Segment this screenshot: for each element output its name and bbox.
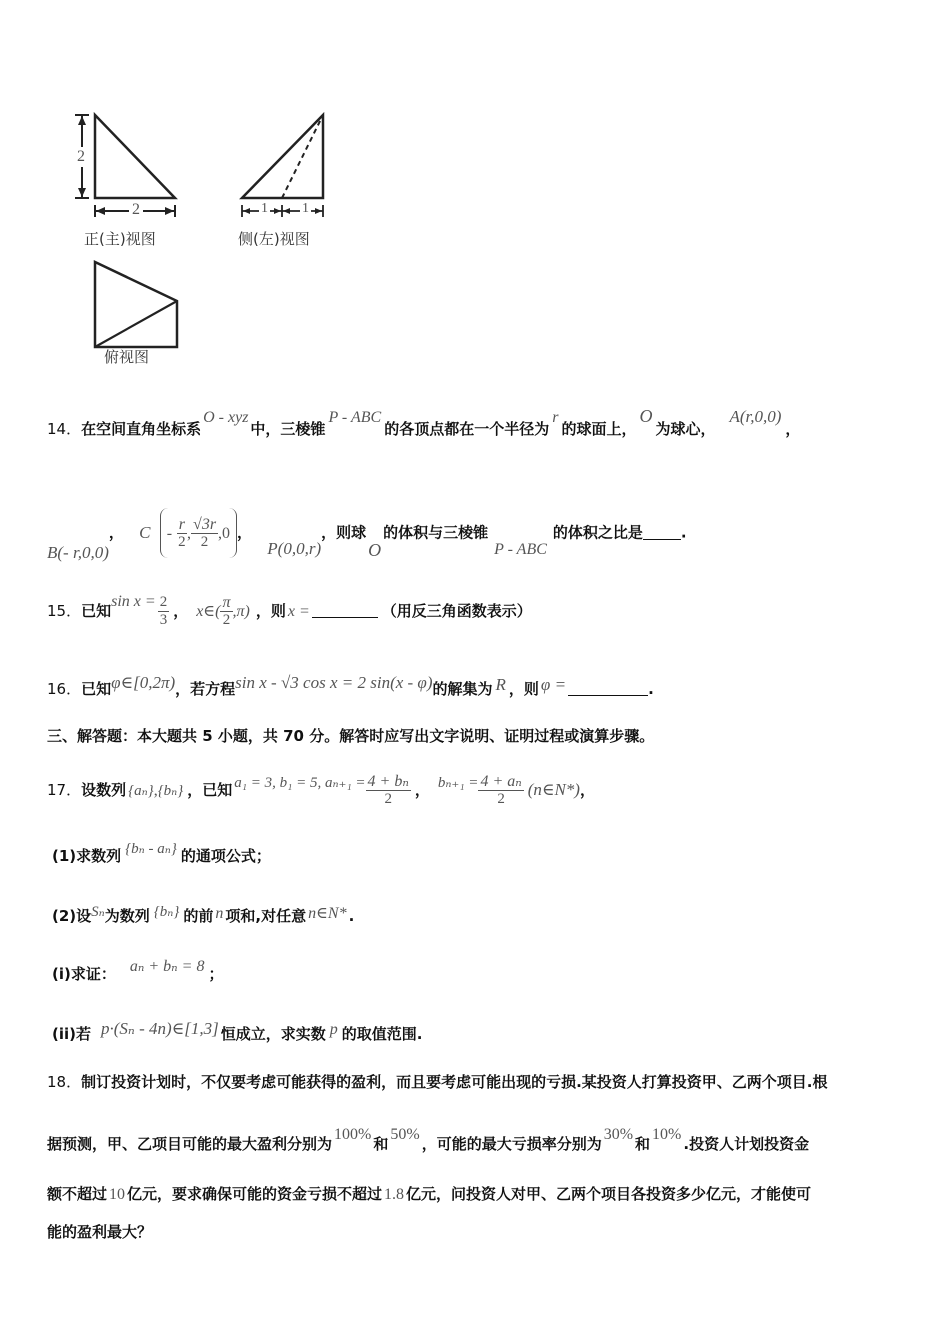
q14-c-tail: ,0: [218, 525, 231, 542]
frac-denominator: 2: [222, 612, 231, 628]
frac-denominator: 2: [178, 534, 186, 550]
q17-frac1: [366, 773, 411, 808]
q18-text: 亿元，问投资人对甲、乙两个项目各投资多少亿元，才能使可: [406, 1185, 812, 1203]
q17-line: [47, 773, 595, 808]
q14-text: 的球面上，: [561, 420, 637, 438]
q17-number: 17．: [47, 781, 82, 799]
q15-interval-start: x∈(: [196, 603, 221, 620]
q16-text: ，则: [508, 680, 539, 698]
q14-line1: [47, 406, 801, 439]
q17-part1-label: (1): [52, 847, 77, 865]
q17-seq-b: {bₙ}: [157, 783, 184, 799]
q14-pyramid2: P - ABC: [494, 540, 547, 558]
q18-text: 和: [635, 1135, 651, 1153]
q17-text: ，: [414, 781, 430, 799]
q14-text: ，: [108, 523, 124, 542]
q14-number: 14．: [47, 420, 82, 438]
q17-text: ，: [579, 781, 595, 799]
q15-sin-eq: sin x =: [111, 593, 156, 610]
side-right-label: 1: [302, 201, 309, 216]
q16-phi-range: φ∈[0,2π): [111, 673, 176, 692]
q14-center: O: [639, 406, 653, 426]
frac-denominator: 2: [384, 791, 392, 807]
q16-text: 已知: [81, 680, 112, 698]
q18-total-limit: 10: [109, 1186, 126, 1203]
frac-numerator: π: [222, 594, 231, 611]
q18-text: 制订投资计划时，不仅要考虑可能获得的盈利，而且要考虑可能出现的亏损.某投资人打算投资甲、乙两个项目.根: [81, 1073, 828, 1091]
frac-denominator: 3: [159, 612, 168, 628]
q17-part-i-label: (i): [52, 965, 71, 983]
frac-numerator: 2: [159, 594, 168, 610]
q15-answer-blank[interactable]: [312, 603, 378, 618]
q16-line: [47, 673, 654, 699]
q18-text: ，可能的最大亏损率分别为: [421, 1135, 602, 1153]
q17-part-ii: [52, 1019, 423, 1044]
front-view-triangle: [95, 115, 175, 198]
q17-text: 的取值范围.: [341, 1025, 423, 1043]
front-width-label: 2: [129, 201, 143, 219]
q18-text: 额不超过: [47, 1185, 108, 1203]
q17-part2: [52, 905, 354, 926]
q17-text: ；: [208, 965, 224, 983]
q16-equation: sin x - √3 cos x = 2 sin(x - φ): [235, 673, 433, 692]
q14-sphere: O: [368, 539, 382, 560]
q17-part-ii-label: (ii): [52, 1025, 76, 1043]
q14-c-frac1: [177, 516, 187, 551]
side-left-label: 1: [261, 201, 268, 216]
side-view-hidden-edge: [282, 115, 323, 198]
q15-text: ，则: [255, 602, 286, 620]
q17-n-domain: (n∈N*): [527, 780, 580, 799]
q17-comma: ,: [153, 782, 158, 799]
q18-line1: [47, 1071, 828, 1092]
q17-frac2: [478, 773, 523, 808]
q17-n: n: [215, 905, 224, 922]
q18-text: .投资人计划投资金: [683, 1135, 810, 1153]
q17-seq-a: {aₙ}: [128, 783, 154, 799]
q14-text: 的体积与三棱锥: [383, 523, 489, 542]
q17-p: p: [329, 1021, 338, 1038]
q14-point-b: B(- r,0,0): [47, 542, 109, 562]
q15-text: 已知: [81, 602, 112, 620]
q18-max-profit-a: 100%: [334, 1126, 372, 1143]
q14-text: 为球心，: [655, 420, 716, 438]
q14-pyramid: P - ABC: [328, 409, 382, 426]
section-heading: 三、解答题：本大题共 5 小题，共 70 分。解答时应写出文字说明、证明过程或演算步骤。: [47, 727, 655, 745]
q17-part-i: [52, 958, 224, 984]
q17-text: ，已知: [187, 781, 233, 799]
q14-radius: r: [552, 409, 559, 426]
q15-number: 15．: [47, 602, 82, 620]
q18-number: 18．: [47, 1073, 82, 1091]
frac-numerator: r: [178, 516, 186, 533]
frac-numerator: 4 + aₙ: [480, 773, 522, 790]
frac-numerator: √3r: [193, 516, 217, 533]
q14-text: ，: [785, 420, 801, 438]
q14-c-frac2: [191, 516, 218, 551]
q14-text: 在空间直角坐标系: [81, 420, 202, 438]
q15-text: ，: [173, 602, 189, 620]
q17-n-domain2: n∈N*: [308, 905, 347, 922]
q14-c-minus: -: [166, 525, 173, 542]
q18-text: 和: [373, 1135, 389, 1153]
q14-point-a: A(r,0,0): [729, 407, 782, 426]
q18-max-loss-a: 30%: [603, 1126, 634, 1143]
q18-line2: [47, 1126, 810, 1154]
q17-part2-label: (2): [52, 907, 77, 925]
q15-text: （用反三角函数表示）: [381, 602, 532, 620]
frac-denominator: 2: [497, 791, 505, 807]
q15-x-eq: x =: [287, 603, 310, 620]
q14-answer-blank[interactable]: [643, 525, 681, 540]
q18-max-profit-b: 50%: [390, 1126, 420, 1143]
q18-text: 亿元，要求确保可能的资金亏损不超过: [127, 1185, 383, 1203]
q17-text: 若: [76, 1025, 92, 1043]
side-view-triangle: [242, 115, 323, 198]
q15-line: [47, 594, 532, 629]
q14-text: 的体积之比是: [552, 523, 643, 542]
q14-text: ，则球: [321, 523, 367, 542]
q17-text: 设: [76, 907, 92, 925]
q18-loss-limit: 1.8: [384, 1186, 405, 1203]
q17-text: 为数列: [104, 907, 150, 925]
q15-interval-end: ,π): [232, 603, 250, 620]
q17-text: 的前: [183, 907, 214, 925]
q17-text: 恒成立，求实数: [220, 1025, 326, 1043]
q17-sum-identity: aₙ + bₙ = 8: [129, 958, 205, 975]
q17-text: 项和,对任意: [225, 907, 307, 925]
q14-line2: [47, 508, 687, 562]
q14-text: .: [680, 523, 687, 542]
q18-max-loss-b: 10%: [652, 1126, 682, 1143]
q16-answer-blank[interactable]: [568, 681, 648, 696]
q17-text: 求数列: [76, 847, 122, 865]
q17-text: 设数列: [81, 781, 127, 799]
q14-text: 中，三棱锥: [250, 420, 326, 438]
side-view-caption: 侧(左)视图: [238, 230, 310, 248]
q14-text: 的各顶点都在一个半径为: [384, 420, 550, 438]
q18-line4: 能的盈利最大？: [47, 1223, 153, 1241]
q14-point-c-label: C: [139, 522, 151, 542]
top-view-shape: [95, 262, 177, 347]
q17-part1: [52, 841, 271, 866]
front-view-caption: 正(主)视图: [84, 230, 156, 248]
q17-initial-and-recursion-a: a₁ = 3, b₁ = 5, aₙ₊₁ =: [234, 775, 366, 791]
q15-pi-frac: [220, 594, 232, 629]
q18-line3: [47, 1183, 811, 1204]
q16-text: .: [648, 680, 654, 698]
q18-text: 据预测，甲、乙项目可能的最大盈利分别为: [47, 1135, 333, 1153]
top-view-diagonal: [95, 301, 177, 347]
q16-text: 的解集为: [432, 680, 493, 698]
q16-phi-eq: φ =: [540, 675, 567, 694]
q17-inequality: p·(Sₙ - 4n)∈[1,3]: [101, 1019, 219, 1038]
q16-text: ，若方程: [175, 680, 236, 698]
frac-numerator: 4 + bₙ: [367, 773, 409, 790]
q15-frac: [158, 594, 170, 629]
q14-coordinate-system: O - xyz: [203, 409, 249, 426]
front-height-label: 2: [77, 148, 85, 165]
q17-diff-seq: {bₙ - aₙ}: [125, 841, 177, 857]
q17-seq-b2: {bₙ}: [153, 904, 180, 920]
q17-text: 的通项公式；: [180, 847, 271, 865]
q17-text: .: [348, 907, 355, 925]
top-view-caption: 俯视图: [104, 348, 150, 366]
q16-solution-set: R: [495, 675, 506, 694]
q14-point-p: P(0,0,r): [267, 538, 322, 558]
q14-point-c: - $\frac{r}{2}$ , $\frac{√3r}{2}$ ,0: [160, 508, 237, 558]
q17-text: 求证：: [70, 965, 116, 983]
frac-denominator: 2: [200, 534, 209, 550]
q14-text: ，: [237, 523, 253, 542]
q17-sum-s: Sₙ: [91, 904, 105, 920]
q17-recursion-b: bₙ₊₁ =: [437, 775, 479, 791]
q16-number: 16．: [47, 680, 82, 698]
